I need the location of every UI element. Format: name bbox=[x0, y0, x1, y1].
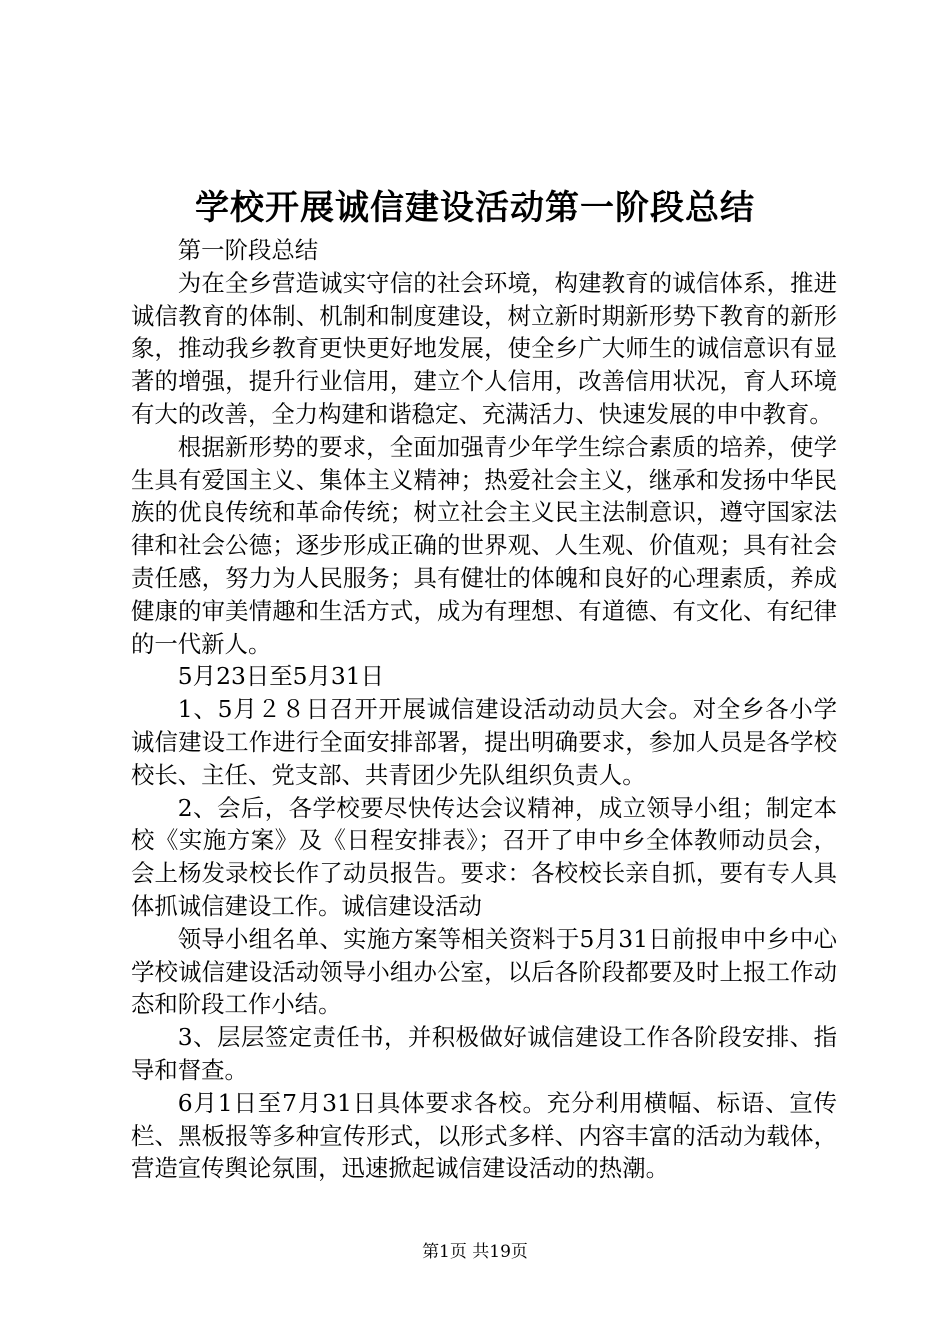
body-paragraph: 为在全乡营造诚实守信的社会环境，构建教育的诚信体系，推进诚信教育的体制、机制和制度建设，树立新时期新形势下教育的新形象，推动我乡教育更快更好地发展，使全乡广大师生的诚信意识有显著的增强，提升行业信用，建立个人信用，改善信用状况，育人环境有大的改善，全力构建和谐稳定、充满活力、快速发展的申中教育。 bbox=[131, 268, 837, 428]
date-range-heading: 5月23日至5月31日 bbox=[177, 662, 385, 691]
page-footer: 第1页 共19页 bbox=[422, 1242, 528, 1262]
document-title: 学校开展诚信建设活动第一阶段总结 bbox=[195, 188, 755, 228]
body-paragraph: 2、会后，各学校要尽快传达会议精神，成立领导小组；制定本校《实施方案》及《日程安排表》；召开了申中乡全体教师动员会，会上杨发录校长作了动员报告。要求：各校校长亲自抓，要有专人具体抓诚信建设工作。诚信建设活动 bbox=[131, 793, 837, 920]
body-paragraph: 6月1日至7月31日具体要求各校。充分利用横幅、标语、宣传栏、黑板报等多种宣传形式，以形式多样、内容丰富的活动为载体，营造宣传舆论氛围，迅速掀起诚信建设活动的热潮。 bbox=[131, 1088, 837, 1183]
body-paragraph: 领导小组名单、实施方案等相关资料于5月31日前报申中乡中心学校诚信建设活动领导小组办公室，以后各阶段都要及时上报工作动态和阶段工作小结。 bbox=[131, 924, 837, 1019]
body-paragraph: 根据新形势的要求，全面加强青少年学生综合素质的培养，使学生具有爱国主义、集体主义精神；热爱社会主义，继承和发扬中华民族的优良传统和革命传统；树立社会主义民主法制意识，遵守国家法律和社会公德；逐步形成正确的世界观、人生观、价值观；具有社会责任感，努力为人民服务；具有健壮的体魄和良好的心理素质，养成健康的审美情趣和生活方式，成为有理想、有道德、有文化、有纪律的一代新人。 bbox=[131, 432, 837, 658]
body-paragraph: 3、层层签定责任书，并积极做好诚信建设工作各阶段安排、指导和督查。 bbox=[131, 1023, 837, 1084]
section-heading: 第一阶段总结 bbox=[177, 236, 319, 264]
document-body bbox=[131, 234, 837, 1185]
body-paragraph: 1、5月２８日召开开展诚信建设活动动员大会。对全乡各小学诚信建设工作进行全面安排部署，提出明确要求，参加人员是各学校校长、主任、党支部、共青团少先队组织负责人。 bbox=[131, 695, 837, 789]
